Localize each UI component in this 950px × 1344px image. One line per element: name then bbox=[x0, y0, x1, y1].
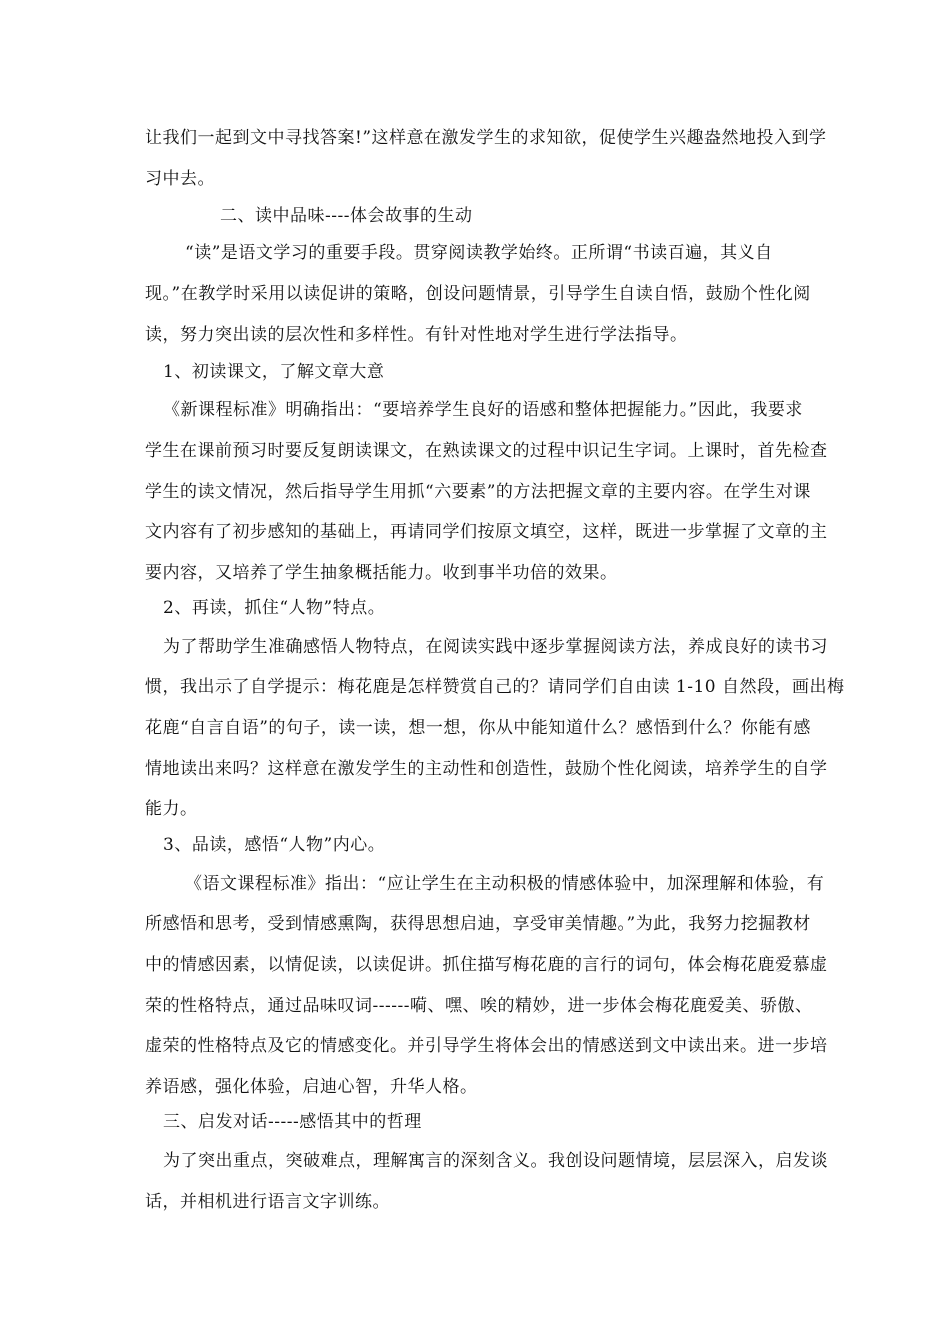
paragraph-line: 中的情感因素，以情促读，以读促讲。抓住描写梅花鹿的言行的词句，体会梅花鹿爱慕虚 bbox=[145, 955, 828, 975]
paragraph-line: 为了帮助学生准确感悟人物特点，在阅读实践中逐步掌握阅读方法，养成良好的读书习 bbox=[163, 637, 828, 657]
subsection-heading: 1、初读课文，了解文章大意 bbox=[163, 362, 385, 382]
section-heading: 三、启发对话-----感悟其中的哲理 bbox=[163, 1112, 422, 1132]
paragraph-line: 学生的读文情况，然后指导学生用抓“六要素”的方法把握文章的主要内容。在学生对课 bbox=[145, 482, 811, 502]
paragraph-line: 荣的性格特点，通过品味叹词------嗬、嘿、唉的精妙，进一步体会梅花鹿爱美、骄傲、 bbox=[145, 996, 813, 1016]
paragraph-line: 文内容有了初步感知的基础上，再请同学们按原文填空，这样，既进一步掌握了文章的主 bbox=[145, 522, 828, 542]
paragraph-line: 让我们一起到文中寻找答案!”这样意在激发学生的求知欲，促使学生兴趣盎然地投入到学 bbox=[145, 128, 827, 148]
paragraph-line: 话，并相机进行语言文字训练。 bbox=[145, 1192, 390, 1212]
paragraph-line: 养语感，强化体验，启迪心智，升华人格。 bbox=[145, 1077, 478, 1097]
paragraph-line: 虚荣的性格特点及它的情感变化。并引导学生将体会出的情感送到文中读出来。进一步培 bbox=[145, 1036, 828, 1056]
paragraph-line: 所感悟和思考，受到情感熏陶，获得思想启迪，享受审美情趣。”为此，我努力挖掘教材 bbox=[145, 914, 811, 934]
paragraph-line: 现。”在教学时采用以读促讲的策略，创设问题情景，引导学生自读自悟，鼓励个性化阅 bbox=[145, 284, 811, 304]
paragraph-line: 习中去。 bbox=[145, 169, 215, 189]
paragraph-line: 《新课程标准》明确指出：“要培养学生良好的语感和整体把握能力。”因此，我要求 bbox=[163, 400, 803, 420]
paragraph-line: 情地读出来吗？这样意在激发学生的主动性和创造性，鼓励个性化阅读，培养学生的自学 bbox=[145, 759, 828, 779]
paragraph-line: “读”是语文学习的重要手段。贯穿阅读教学始终。正所谓“书读百遍，其义自 bbox=[185, 243, 773, 263]
subsection-heading: 3、品读，感悟“人物”内心。 bbox=[163, 835, 386, 855]
paragraph-line: 能力。 bbox=[145, 799, 198, 819]
section-heading: 二、读中品味----体会故事的生动 bbox=[220, 206, 473, 226]
paragraph-line: 为了突出重点，突破难点，理解寓言的深刻含义。我创设问题情境，层层深入，启发谈 bbox=[163, 1151, 828, 1171]
subsection-heading: 2、再读，抓住“人物”特点。 bbox=[163, 598, 386, 618]
paragraph-line: 学生在课前预习时要反复朗读课文，在熟读课文的过程中识记生字词。上课时，首先检查 bbox=[145, 441, 828, 461]
paragraph-line: 读，努力突出读的层次性和多样性。有针对性地对学生进行学法指导。 bbox=[145, 325, 688, 345]
paragraph-line: 《语文课程标准》指出：“应让学生在主动积极的情感体验中，加深理解和体验，有 bbox=[185, 874, 825, 894]
paragraph-line: 要内容，又培养了学生抽象概括能力。收到事半功倍的效果。 bbox=[145, 563, 618, 583]
paragraph-line: 花鹿“自言自语”的句子，读一读，想一想，你从中能知道什么？感悟到什么？你能有感 bbox=[145, 718, 811, 738]
paragraph-line: 惯，我出示了自学提示：梅花鹿是怎样赞赏自己的？请同学们自由读 1-10 自然段，画出梅 bbox=[145, 677, 845, 697]
